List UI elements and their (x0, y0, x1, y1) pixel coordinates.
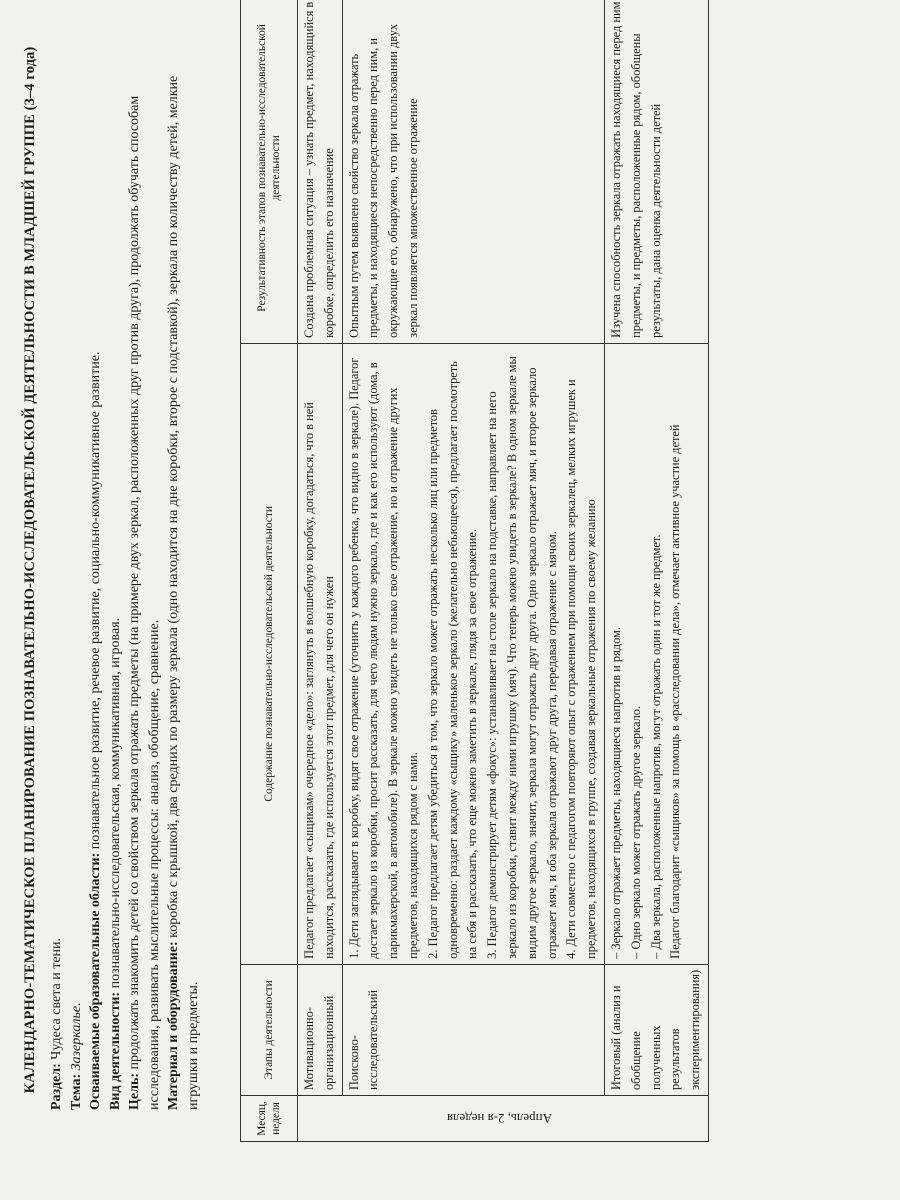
content-cell (298, 343, 343, 964)
month-value: Апрель, 2-я неделя (447, 1111, 553, 1127)
content-paragraph: – Два зеркала, расположенные напротив, могут отражать один и тот же предмет. (648, 534, 663, 959)
tema-label: Тема: (68, 1073, 84, 1110)
content-cell (342, 343, 604, 964)
cel-label: Цель: (127, 1072, 142, 1110)
oblasti-label: Осваиваемые образовательные области: (88, 852, 103, 1110)
table-row (342, 0, 604, 1142)
oblasti-value: познавательное развитие, речевое развитие, социально-коммуникативное развитие. (88, 351, 103, 853)
content-paragraph: – Зеркало отражает предметы, находящиеся напротив и рядом. (608, 627, 623, 959)
content-paragraph: 4. Дети совместно с педагогом повторяют опыт с отражением при помощи своих зеркалец, мелких игрушек и предметов, находящихся в группе, создавая зеркальные отражения по своему желанию (564, 379, 599, 959)
material-line (164, 30, 203, 1110)
table-header-row (241, 0, 298, 1142)
month-cell (298, 1096, 709, 1142)
vid-label: Вид деятельности: (107, 991, 123, 1110)
stage-cell: Поисково-исследовательский (342, 964, 604, 1095)
table-row (298, 0, 343, 1142)
razdel-value: Чудеса света и тени. (49, 937, 64, 1064)
tema-line (67, 30, 87, 1110)
razdel-line (47, 30, 67, 1110)
cel-line (125, 30, 164, 1110)
result-cell: Опытным путем выявлено свойство зеркала отражать предметы, и находящиеся непосредственно перед ним, и окружающие его, обнаружено, что при использовании двух зеркал появляется множественное отражение (342, 0, 604, 343)
vid-value: познавательно-исследовательская, коммуникативная, игровая. (107, 617, 123, 992)
header-month: Месяц, неделя (241, 1096, 298, 1142)
content-paragraph: 1. Дети заглядывают в коробку, видят свое отражение (уточнить у каждого ребенка, что видно в зеркале). Педагог достает зеркало из коробки, просит рассказать, для чего людям нужно зеркало, где и как его используют (дома, в парикмахерской, в автомобиле). В зеркале можно увидеть не только свое отражение, но и отражение других предметов, находящихся рядом с нами. (346, 357, 420, 959)
razdel-label: Раздел: (49, 1063, 64, 1110)
tema-value: Зазеркалье. (68, 1002, 84, 1074)
plan-table (240, 0, 709, 1142)
cel-value: продолжать знакомить детей со свойством зеркала отражать предметы (на примере двух зеркал, расположенных друг против друга), продолжать обучать способам исследования, развивать мыслительные процессы: анализ, обобщение, сравнение. (127, 95, 162, 1110)
content-paragraph: Педагог благодарит «сыщиков» за помощь в «расследовании дела», отмечает активное участие детей (668, 424, 683, 959)
table-row (604, 0, 708, 1142)
result-cell: Изучена способность зеркала отражать находящиеся перед ним предметы, и предметы, расположенные рядом, обобщены результаты, дана оценка деятельности детей (604, 0, 708, 343)
stage-cell: Итоговый (анализ и обобщение полученных результатов экспериментирования) (604, 964, 708, 1095)
vid-line (106, 30, 126, 1110)
header-content: Содержание познавательно-исследовательской деятельности (241, 343, 298, 964)
content-cell (604, 343, 708, 964)
stage-cell: Мотивационно-организационный (298, 964, 343, 1095)
oblasti-line (86, 30, 106, 1110)
header-stage: Этапы деятельности (241, 964, 298, 1095)
content-paragraph: – Одно зеркало может отражать другое зеркало. (628, 705, 643, 959)
document-header (22, 30, 203, 1110)
content-paragraph: 2. Педагог предлагает детям убедиться в том, что зеркало может отражать несколько лиц или предметов одновременно: раздает каждому «сыщику» маленькое зеркало (желательно небьющееся), предлагает посмотреть на себя и рассказать, что еще можно заметить в зеркале, глядя за свое отражение. (425, 361, 480, 959)
result-cell: Создана проблемная ситуация – узнать предмет, находящийся в коробке, определить его назначение (298, 0, 343, 343)
document-title: КАЛЕНДАРНО-ТЕМАТИЧЕСКОЕ ПЛАНИРОВАНИЕ ПОЗНАВАТЕЛЬНО-ИССЛЕДОВАТЕЛЬСКОЙ ДЕЯТЕЛЬНОСТИ В МЛАДШЕЙ ГРУППЕ (3–4 года) (22, 46, 38, 1094)
material-label: Материал и оборудование: (166, 941, 181, 1110)
material-value: коробка с крышкой, два средних по размеру зеркала (одно находится на дне коробки, второе с подставкой), зеркала по количеству детей, мелкие игрушки и предметы. (166, 75, 201, 1110)
content-paragraph: Педагог предлагает «сыщикам» очередное «дело»: заглянуть в волшебную коробку, догадаться, что в ней находится, рассказать, где используется этот предмет, для чего он нужен (302, 402, 336, 959)
header-result: Результативность этапов познавательно-исследовательской деятельности (241, 0, 298, 343)
content-paragraph: 3. Педагог демонстрирует детям «фокус»: устанавливает на столе зеркало на подставке, направляет на него зеркало из коробки, ставит между ними игрушку (мяч). Что теперь можно увидеть в зеркале? В одном зеркале мы видим другое зеркало, значит, зеркала могут отражать друг друга. Одно зеркало отражает мяч, и второе зеркало отражает мяч, и оба зеркала отражают друг друга, передавая отражение с мячом. (485, 356, 559, 959)
